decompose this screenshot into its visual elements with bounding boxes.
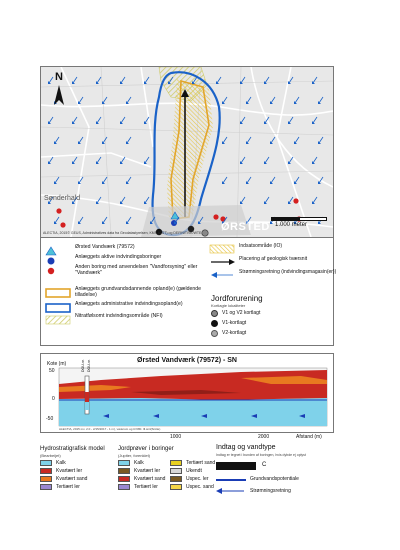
x-tick: 1000 xyxy=(170,434,182,440)
y-tick: -50 xyxy=(46,416,54,422)
flow-arrow-icon xyxy=(96,117,101,124)
flow-arrow-icon xyxy=(102,217,107,224)
soil-item-label: Tertiært ler xyxy=(134,483,158,490)
flow-arrow-icon xyxy=(102,177,107,184)
soil-item-label: Kvartært ler xyxy=(134,467,161,474)
flow-arrow-icon xyxy=(168,77,173,84)
pollution-title: Jordforurening xyxy=(211,294,263,303)
pollution-item: V1-kortlagt xyxy=(222,320,247,326)
soil-item-label: Tertiært sand xyxy=(186,459,216,466)
soil-item-label: Uspec. sand xyxy=(186,483,214,490)
section-x-axis xyxy=(40,433,334,445)
flow-arrow-icon xyxy=(48,157,53,164)
potential-label: Grundvandspotentiale xyxy=(250,476,299,482)
flow-arrow-icon xyxy=(312,157,317,164)
soil-item-swatch xyxy=(118,484,130,490)
flow-arrow-icon xyxy=(222,137,227,144)
legend-label: Anlæggets grundvandsdannende opland(e) (gældende tilladelse) xyxy=(75,286,202,298)
section-credit: ALECTIA, 2015 mv. 2.0 - 2/15/2017 - 1 m), vælerum og til 680. Ill.snit(Snitte) xyxy=(59,427,161,431)
hydro-item-swatch xyxy=(40,468,52,474)
legend-label: Indsatsområde (IO) xyxy=(239,243,283,249)
x-label: Afstand (m) xyxy=(296,434,322,440)
flow-arrow-icon xyxy=(240,77,245,84)
flow-arrow-icon xyxy=(312,77,317,84)
soil-subtitle: (Jupiter, forenklet) xyxy=(118,453,151,458)
x-tick: 2000 xyxy=(258,434,270,440)
intake-title: Indtag og vandtype xyxy=(216,444,276,451)
flow-arrow-icon xyxy=(144,77,149,84)
soil-item-label: Uspec. ler xyxy=(186,475,209,482)
flow-arrow-icon xyxy=(102,137,107,144)
hydro-item-swatch xyxy=(40,484,52,490)
map-legend xyxy=(40,238,337,346)
town-label: ØRSTED xyxy=(221,221,270,233)
flow-arrow-icon xyxy=(96,197,101,204)
pollution-item: V1 og V2 kortlagt xyxy=(222,310,261,316)
flow-arrow-icon xyxy=(246,97,251,104)
flow-arrow-icon xyxy=(240,157,245,164)
scale-label: 1.000 meter xyxy=(275,222,308,228)
flow-arrow-icon xyxy=(78,97,83,104)
flow-arrow-icon xyxy=(246,137,251,144)
flow-arrow-icon xyxy=(54,177,59,184)
soil-title: Jordprøver i boringer xyxy=(118,446,174,452)
legend-label: Anlæggets aktive indvindingsboringer xyxy=(75,254,162,260)
flow-arrow-icon xyxy=(78,217,83,224)
well-label: DGU-nr. xyxy=(81,359,85,372)
flow-symbol xyxy=(216,487,246,495)
bottom-legend xyxy=(40,446,334,514)
flow-arrow-icon xyxy=(48,117,53,124)
flow-arrow-icon xyxy=(294,177,299,184)
flow-arrow-icon xyxy=(264,117,269,124)
soil-item-swatch xyxy=(118,468,130,474)
well-label: DGU-nr. xyxy=(87,359,91,372)
intake-note: Indtag er tegnet i bunden af boringen, hvis dybde ej oplyst xyxy=(216,453,306,457)
map-panel xyxy=(40,66,334,238)
soil-item-swatch xyxy=(118,460,130,466)
flow-arrow-icon xyxy=(216,77,221,84)
flow-arrow-icon xyxy=(198,217,203,224)
flow-arrow-icon xyxy=(54,137,59,144)
soil-item-label: Ukendt xyxy=(186,467,202,474)
flow-arrow-icon xyxy=(240,197,245,204)
flow-arrow-icon xyxy=(240,117,245,124)
flow-arrow-icon xyxy=(126,177,131,184)
potential-symbol xyxy=(216,479,246,481)
flow-arrow-icon xyxy=(150,217,155,224)
pollution-v1-symbol xyxy=(211,320,218,327)
hydro-item-label: Kvartært sand xyxy=(56,475,88,482)
flow-arrow-icon xyxy=(192,77,197,84)
soil-item-swatch xyxy=(170,484,182,490)
flow-arrow-icon xyxy=(72,157,77,164)
flow-arrow-icon xyxy=(120,117,125,124)
legend-label: Placering af geologisk tværsnit xyxy=(239,256,308,262)
flow-arrow-icon xyxy=(120,157,125,164)
scale-bar xyxy=(271,217,327,228)
flow-arrow-icon xyxy=(126,97,131,104)
flow-arrow-icon xyxy=(96,77,101,84)
flow-arrow-icon xyxy=(294,137,299,144)
legend-label: Nitratfølsomt indvindingsområde (NFI) xyxy=(75,313,163,319)
legend-label: Ørsted Vandværk (79572) xyxy=(75,244,135,250)
layer-kalk xyxy=(59,398,327,426)
hydro-item-label: Kvartært ler xyxy=(56,467,83,474)
flow-arrow-icon xyxy=(120,197,125,204)
flow-arrow-icon xyxy=(222,177,227,184)
flow-arrow-icon xyxy=(126,137,131,144)
legend-label: Anden boring med anvendelsen "Vandforsyning" eller "Vandværk" xyxy=(75,264,198,276)
legend-symbol-green-hatch-icon xyxy=(45,312,71,330)
hydro-item-label: Tertiært ler xyxy=(56,483,80,490)
flow-arrow-icon xyxy=(78,177,83,184)
flow-arrow-icon xyxy=(270,177,275,184)
flow-arrow-icon xyxy=(264,157,269,164)
flow-arrow-icon xyxy=(72,117,77,124)
flow-arrow-icon xyxy=(264,77,269,84)
legend-symbol-red-dot-icon xyxy=(45,263,57,281)
pollution-item: V2-kortlagt xyxy=(222,330,247,336)
flow-arrow-icon xyxy=(144,157,149,164)
flow-arrow-icon xyxy=(54,217,59,224)
flow-arrow-icon xyxy=(288,77,293,84)
north-arrow xyxy=(51,73,67,107)
soil-item-label: Kalk xyxy=(134,459,144,466)
flow-arrow-icon xyxy=(120,77,125,84)
intake-swatch xyxy=(216,462,256,470)
hydro-item-swatch xyxy=(40,460,52,466)
flow-arrow-icon xyxy=(312,197,317,204)
hydro-title: Hydrostratigrafisk model xyxy=(40,446,105,452)
soil-item-swatch xyxy=(170,460,182,466)
flow-arrow-icon xyxy=(144,197,149,204)
y-tick: 50 xyxy=(49,368,55,374)
flow-arrow-icon xyxy=(102,97,107,104)
map-credit: ALECTIA, 2015© GEUS, Administratives data fra Geodatastyrelsen, KMS (GST) og DEFINITIVE/WTE xyxy=(43,231,202,235)
flow-arrow-icon xyxy=(318,137,323,144)
legend-label: Anlæggets administrative indvindingsopland(e) xyxy=(75,301,183,307)
hydro-item-label: Kalk xyxy=(56,459,66,466)
y-tick: 0 xyxy=(52,396,55,402)
hydro-subtitle: (Bearbeijet) xyxy=(40,453,61,458)
flow-arrow-icon xyxy=(318,177,323,184)
flow-arrow-icon xyxy=(288,117,293,124)
section-panel xyxy=(40,353,334,433)
flow-arrow-icon xyxy=(126,217,131,224)
flow-arrow-icon xyxy=(288,157,293,164)
pollution-v2-symbol xyxy=(211,330,218,337)
soil-item-label: Kvartært sand xyxy=(134,475,166,482)
north-label: N xyxy=(55,71,63,83)
hydro-item-swatch xyxy=(40,476,52,482)
flow-arrow-icon xyxy=(288,197,293,204)
flow-arrow-icon xyxy=(222,97,227,104)
soil-item-swatch xyxy=(170,476,182,482)
flow-arrow-icon xyxy=(318,97,323,104)
flow-label: Strømningsretning xyxy=(250,488,291,494)
flow-arrow-icon xyxy=(174,217,179,224)
flow-arrow-icon xyxy=(246,177,251,184)
flow-arrow-icon xyxy=(312,117,317,124)
soil-item-swatch xyxy=(170,468,182,474)
section-title: Ørsted Vandværk (79572) - SN xyxy=(137,357,237,364)
flow-arrow-icon xyxy=(144,117,149,124)
flow-arrows xyxy=(41,67,333,237)
legend-symbol-flow-arrow-icon xyxy=(209,267,235,285)
pollution-v1v2-symbol xyxy=(211,310,218,317)
legend-label: Strømningsretning (indvindingsmagasin(er)) xyxy=(239,269,337,275)
soil-item-swatch xyxy=(118,476,130,482)
flow-arrow-icon xyxy=(78,137,83,144)
flow-arrow-icon xyxy=(294,97,299,104)
intake-type: C xyxy=(262,462,267,468)
flow-arrow-icon xyxy=(72,77,77,84)
flow-arrow-icon xyxy=(96,157,101,164)
section-ylabel: Kote (m) xyxy=(47,361,67,367)
pollution-subtitle: Kortlagte lokaliteter xyxy=(211,303,246,308)
flow-arrow-icon xyxy=(270,137,275,144)
flow-arrow-icon xyxy=(270,97,275,104)
flow-arrow-icon xyxy=(264,197,269,204)
left-place-label: Sønderhald xyxy=(44,195,81,202)
